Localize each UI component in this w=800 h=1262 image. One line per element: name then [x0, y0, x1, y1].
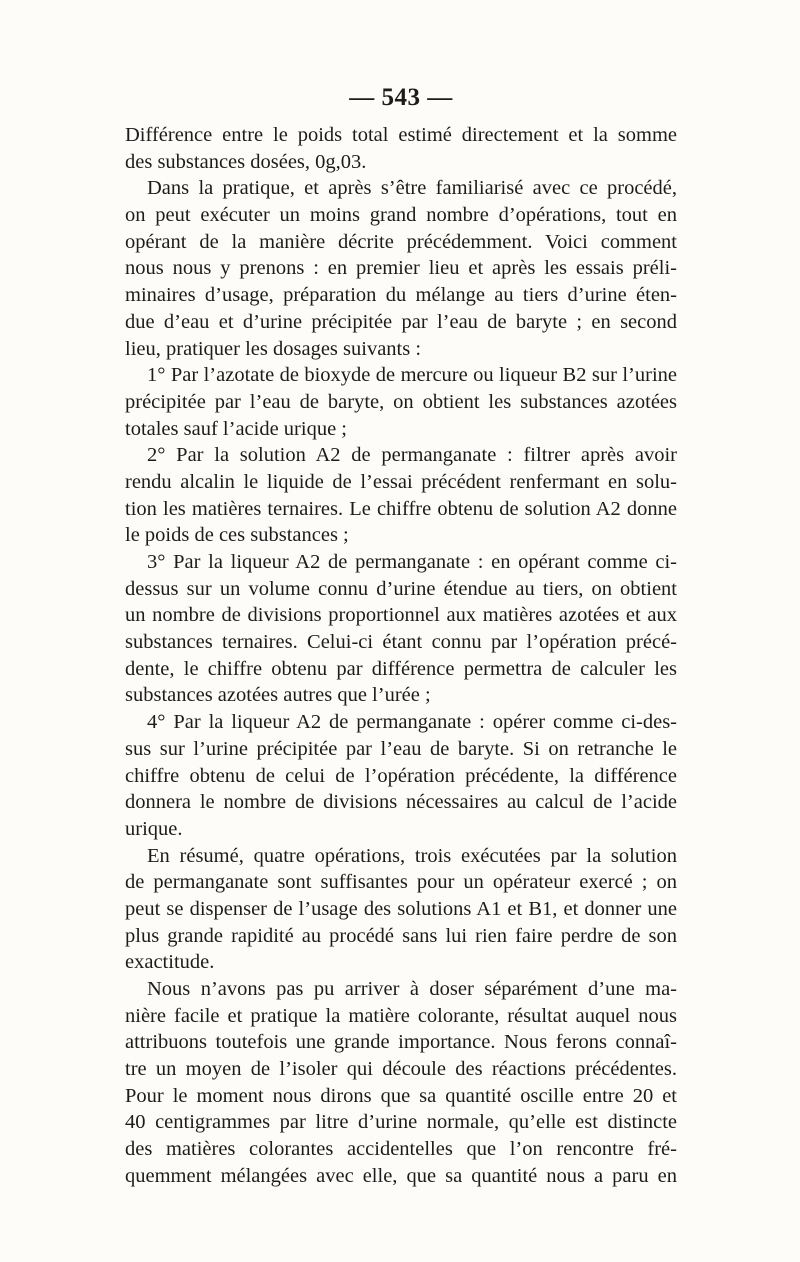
text-line: 4° Par la liqueur A2 de permanganate : opérer comme ci-des-	[147, 711, 677, 734]
text-line: urique.	[125, 817, 183, 840]
text-line: substances ternaires. Celui-ci étant connu par l’opération précé-	[125, 631, 677, 654]
text-line: un nombre de divisions proportionnel aux matières azotées et aux	[125, 604, 677, 627]
text-line: nière facile et pratique la matière colorante, résultat auquel nous	[125, 1004, 677, 1027]
text-line: rendu alcalin le liquide de l’essai précédent renfermant en solu-	[125, 470, 677, 493]
text-line: dente, le chiffre obtenu par différence permettra de calculer les	[125, 657, 677, 680]
text-line: exactitude.	[125, 951, 215, 974]
text-line: peut se dispenser de l’usage des solutions A1 et B1, et donner une	[125, 897, 677, 920]
text-line: due d’eau et d’urine précipitée par l’eau de baryte ; en second	[125, 310, 677, 333]
text-line: tion les matières ternaires. Le chiffre obtenu de solution A2 donne	[125, 497, 677, 520]
text-line: totales sauf l’acide urique ;	[125, 417, 347, 440]
text-line: lieu, pratiquer les dosages suivants :	[125, 337, 422, 360]
text-line: Dans la pratique, et après s’être familiarisé avec ce procédé,	[147, 177, 677, 200]
text-line: on peut exécuter un moins grand nombre d’opérations, tout en	[125, 204, 677, 227]
text-line: quemment mélangées avec elle, que sa quantité nous a paru en	[125, 1164, 677, 1187]
text-line: attribuons toutefois une grande importance. Nous ferons connaî-	[125, 1031, 677, 1054]
text-line: des matières colorantes accidentelles que l’on rencontre fré-	[125, 1138, 677, 1161]
text-line: Différence entre le poids total estimé directement et la somme	[125, 124, 677, 146]
text-line: chiffre obtenu de celui de l’opération précédente, la différence	[125, 764, 677, 787]
body-text	[125, 122, 677, 1190]
text-line: 1° Par l’azotate de bioxyde de mercure ou liqueur B2 sur l’urine	[147, 364, 677, 387]
text-line: des substances dosées, 0g,03.	[125, 150, 367, 173]
text-line: le poids de ces substances ;	[125, 524, 349, 547]
text-line: plus grande rapidité au procédé sans lui rien faire perdre de son	[125, 924, 677, 947]
text-line: Nous n’avons pas pu arriver à doser séparément d’une ma-	[147, 978, 677, 1000]
text-line: précipitée par l’eau de baryte, on obtient les substances azotées	[125, 390, 677, 413]
text-line: substances azotées autres que l’urée ;	[125, 684, 431, 707]
text-line: de permanganate sont suffisantes pour un opérateur exercé ; on	[125, 871, 677, 894]
text-line: 40 centigrammes par litre d’urine normale, qu’elle est distincte	[125, 1111, 677, 1134]
text-line: tre un moyen de l’isoler qui découle des réactions précédentes.	[125, 1058, 677, 1081]
text-line: 3° Par la liqueur A2 de permanganate : en opérant comme ci-	[147, 551, 677, 573]
text-line: minaires d’usage, préparation du mélange au tiers d’urine éten-	[125, 284, 677, 307]
text-line: En résumé, quatre opérations, trois exécutées par la solution	[147, 844, 677, 867]
text-line: Pour le moment nous dirons que sa quantité oscille entre 20 et	[125, 1084, 677, 1107]
text-line: opérant de la manière décrite précédemment. Voici comment	[125, 230, 677, 253]
text-line: 2° Par la solution A2 de permanganate : filtrer après avoir	[147, 444, 677, 467]
text-line: dessus sur un volume connu d’urine étendue au tiers, on obtient	[125, 577, 677, 600]
book-page	[125, 84, 677, 1190]
text-line: donnera le nombre de divisions nécessaires au calcul de l’acide	[125, 791, 677, 814]
text-line: nous nous y prenons : en premier lieu et après les essais préli-	[125, 257, 677, 280]
text-line: sus sur l’urine précipitée par l’eau de baryte. Si on retranche le	[125, 737, 677, 760]
page-number: — 543 —	[349, 84, 453, 111]
